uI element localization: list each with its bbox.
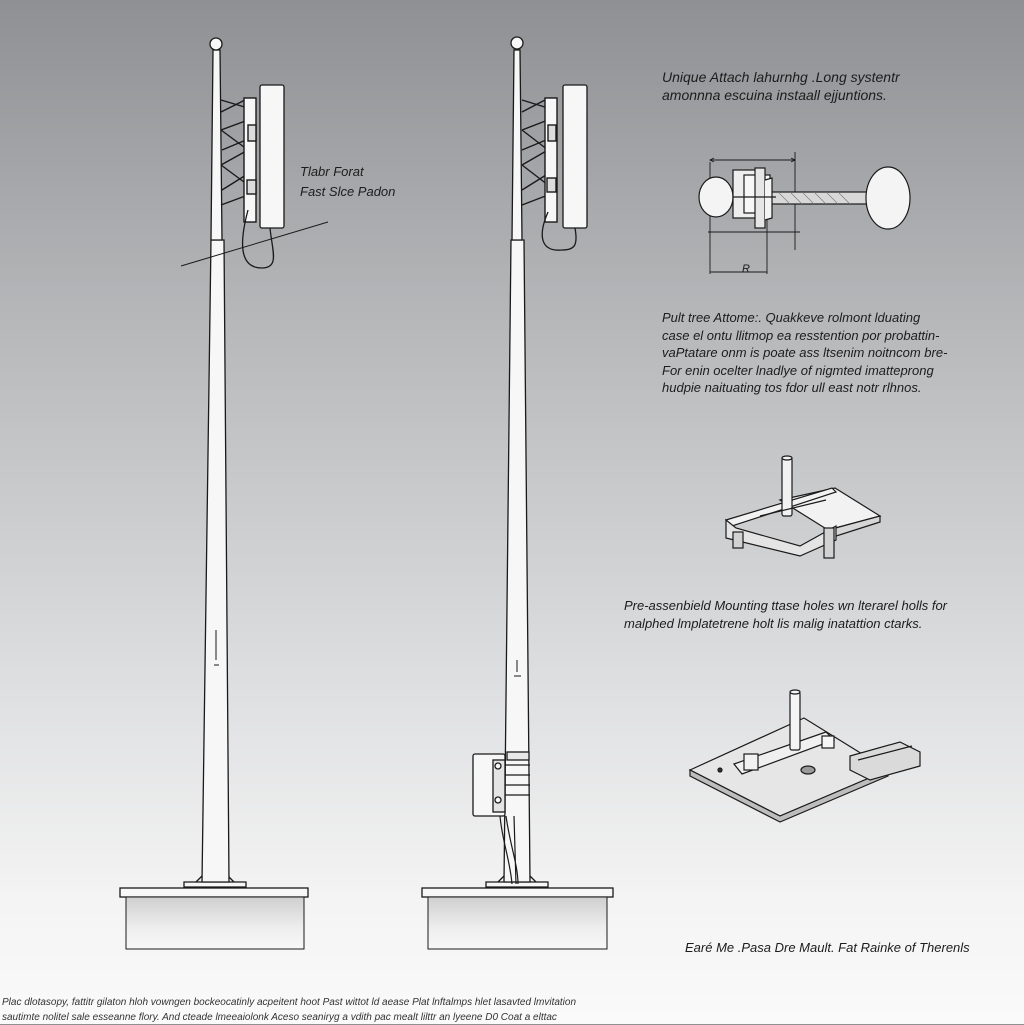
mounting-plate-hole — [801, 766, 815, 774]
attachment-caption-line: amonnna escuina instaall ejjuntions. — [662, 86, 900, 104]
attachment-caption-line: Unique Attach lahurnhg .Long systentr — [662, 68, 900, 86]
dimension-label: R — [742, 263, 750, 275]
footer-line: sautimte nolitel sale esseanne flory. And cteade lmeeaiolonk Aceso seaniryg a vdith pac mealt lilttr an lyeene D0 Coat a elttac — [2, 1011, 1022, 1025]
center-pole-mast — [512, 50, 522, 240]
bracket-detail-drawing — [726, 456, 880, 558]
left-pole-shaft — [202, 240, 229, 882]
center-pole-flange — [486, 882, 548, 887]
left-plinth-top — [120, 888, 308, 897]
pole-label — [300, 162, 395, 201]
left-antenna-panel — [260, 85, 284, 228]
description-caption-line: hudpie naituating tos fdor ull east notr rlhnos. — [662, 379, 947, 397]
attachment-caption — [662, 68, 900, 104]
center-antenna-panel — [563, 85, 587, 228]
attachment-detail-drawing — [699, 152, 910, 274]
left-plinth-base — [126, 897, 304, 949]
pole-label-line: Tlabr Forat — [300, 162, 395, 182]
center-pole-assembly — [422, 37, 613, 949]
description-caption-line: Pult tree Attome:. Quakkeve rolmont lduating — [662, 309, 947, 327]
detail-rod — [770, 192, 868, 204]
mounting-plate-caption-line: malphed lmplatetrene holt lis malig inatattion ctarks. — [624, 615, 947, 633]
left-pole-mast — [211, 50, 222, 240]
mounting-plate-caption-line: Pre-assenbield Mounting ttase holes wn lterarel holls for — [624, 597, 947, 615]
mounting-side-bar — [850, 742, 920, 780]
detail-right-disc — [866, 167, 910, 229]
mounting-plate-drawing — [690, 690, 920, 822]
center-plinth-top — [422, 888, 613, 897]
left-guide-line — [181, 222, 328, 266]
center-plinth-base — [428, 897, 607, 949]
mounting-plate-caption — [624, 597, 947, 633]
left-pole-assembly — [120, 38, 328, 949]
footer-text — [2, 996, 1022, 1025]
left-pole-flange — [184, 882, 246, 887]
bracket-post — [782, 458, 792, 516]
description-caption-line: For enin ocelter lnadlye of nigmted imatteprong — [662, 362, 947, 380]
footer-line: Plac dlotasopy, fattitr gilaton hloh vowngen bockeocatinly acpeitent hoot Past wittot ld aease Plat lnftalmps hlet lasavted lmvitation — [2, 996, 1022, 1011]
detail-left-disc — [699, 177, 733, 217]
pole-label-line: Fast Slce Padon — [300, 182, 395, 202]
mounting-post — [790, 692, 800, 750]
description-caption-line: vaPtatare onm is poate ass ltsenim noitncom bre- — [662, 344, 947, 362]
center-pole-finial — [511, 37, 523, 49]
bottom-right-caption: Earé Me .Pasa Dre Mault. Fat Rainke of Therenls — [685, 940, 970, 957]
left-pole-finial — [210, 38, 222, 50]
description-caption — [662, 309, 947, 397]
center-pole-shaft — [504, 240, 530, 882]
description-caption-line: case el ontu llitmop ea resstention por probattin- — [662, 327, 947, 345]
